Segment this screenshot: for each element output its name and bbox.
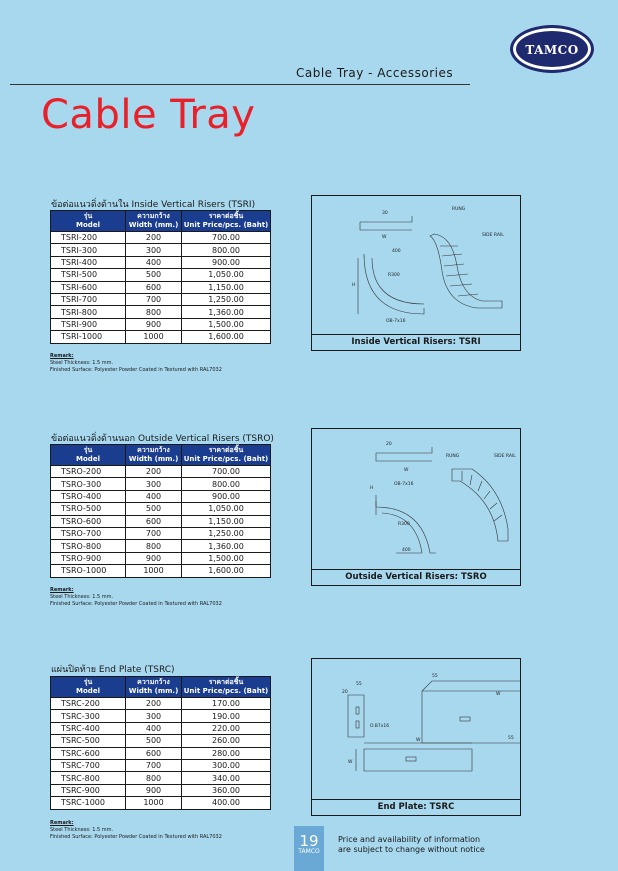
section-title-tsro: ข้อต่อแนวดิ่งด้านนอก Outside Vertical Risers (TSRO) bbox=[51, 434, 274, 444]
svg-text:20: 20 bbox=[342, 690, 348, 695]
tsro-diagram bbox=[312, 429, 520, 569]
table-row: TSRC-400 400 220.00 bbox=[51, 722, 271, 734]
table-row: TSRI-1000 1000 1,600.00 bbox=[51, 331, 271, 343]
svg-text:55: 55 bbox=[432, 674, 438, 679]
col-width-header: ความกว้าง Width (mm.) bbox=[126, 445, 182, 466]
table-row: TSRO-1000 1000 1,600.00 bbox=[51, 565, 271, 577]
svg-text:W: W bbox=[416, 738, 421, 743]
svg-text:SIDE RAIL: SIDE RAIL bbox=[494, 454, 516, 459]
footer-note: Price and availability of information are subject to change without notice bbox=[338, 835, 485, 854]
table-row: TSRI-300 300 800.00 bbox=[51, 244, 271, 256]
svg-text:400: 400 bbox=[392, 249, 401, 254]
col-price-header: ราคาต่อชิ้น Unit Price/pcs. (Baht) bbox=[182, 677, 271, 698]
page-number-badge bbox=[294, 826, 324, 871]
footer-brand: TAMCO bbox=[298, 848, 320, 855]
table-row: TSRC-600 600 280.00 bbox=[51, 747, 271, 759]
svg-text:R300: R300 bbox=[398, 522, 410, 527]
section-title-tsrc: แผ่นปิดท้าย End Plate (TSRC) bbox=[51, 665, 175, 675]
price-table-tsrc bbox=[50, 676, 271, 810]
col-model-header: รุ่น Model bbox=[51, 211, 126, 232]
svg-text:W: W bbox=[496, 692, 501, 697]
col-price-header: ราคาต่อชิ้น Unit Price/pcs. (Baht) bbox=[182, 445, 271, 466]
svg-text:RUNG: RUNG bbox=[446, 454, 460, 459]
svg-text:400: 400 bbox=[402, 548, 411, 553]
table-row: TSRI-400 400 900.00 bbox=[51, 256, 271, 268]
table-row: TSRC-500 500 260.00 bbox=[51, 735, 271, 747]
tamco-logo bbox=[510, 25, 594, 73]
table-row: TSRC-200 200 170.00 bbox=[51, 698, 271, 710]
price-table-tsri bbox=[50, 210, 271, 344]
svg-text:W: W bbox=[382, 235, 387, 240]
svg-text:OB-7x16: OB-7x16 bbox=[386, 319, 406, 324]
svg-text:H: H bbox=[352, 283, 356, 288]
table-row: TSRC-800 800 340.00 bbox=[51, 772, 271, 784]
table-row: TSRC-700 700 300.00 bbox=[51, 759, 271, 771]
header-divider bbox=[10, 84, 470, 85]
svg-text:RUNG: RUNG bbox=[452, 207, 466, 212]
col-width-header: ความกว้าง Width (mm.) bbox=[126, 211, 182, 232]
table-row: TSRI-700 700 1,250.00 bbox=[51, 293, 271, 305]
col-model-header: รุ่น Model bbox=[51, 445, 126, 466]
table-row: TSRI-900 900 1,500.00 bbox=[51, 318, 271, 330]
svg-text:H: H bbox=[370, 486, 374, 491]
col-width-header: ความกว้าง Width (mm.) bbox=[126, 677, 182, 698]
page-number: 19 bbox=[299, 832, 319, 850]
page-title: Cable Tray bbox=[41, 92, 256, 138]
svg-text:W: W bbox=[404, 468, 409, 473]
drawing-tsrc bbox=[311, 658, 521, 816]
svg-text:R300: R300 bbox=[388, 273, 400, 278]
tsrc-diagram bbox=[312, 659, 520, 799]
drawing-caption-tsri: Inside Vertical Risers: TSRI bbox=[312, 334, 520, 350]
table-row: TSRI-500 500 1,050.00 bbox=[51, 269, 271, 281]
table-row: TSRC-1000 1000 400.00 bbox=[51, 797, 271, 809]
svg-text:W: W bbox=[348, 760, 353, 765]
drawing-caption-tsro: Outside Vertical Risers: TSRO bbox=[312, 569, 520, 585]
drawing-caption-tsrc: End Plate: TSRC bbox=[312, 799, 520, 815]
table-row: TSRO-800 800 1,360.00 bbox=[51, 540, 271, 552]
table-row: TSRO-700 700 1,250.00 bbox=[51, 527, 271, 539]
svg-text:SIDE RAIL: SIDE RAIL bbox=[482, 233, 504, 238]
logo-text: TAMCO bbox=[525, 43, 579, 57]
price-table-tsro bbox=[50, 444, 271, 578]
svg-text:30: 30 bbox=[382, 211, 388, 216]
drawing-tsro bbox=[311, 428, 521, 586]
table-row: TSRO-600 600 1,150.00 bbox=[51, 515, 271, 527]
table-row: TSRI-600 600 1,150.00 bbox=[51, 281, 271, 293]
svg-text:OB-7x16: OB-7x16 bbox=[394, 482, 414, 487]
table-row: TSRC-300 300 190.00 bbox=[51, 710, 271, 722]
table-row: TSRC-900 900 360.00 bbox=[51, 784, 271, 796]
section-header: Cable Tray - Accessories bbox=[296, 66, 454, 80]
col-model-header: รุ่น Model bbox=[51, 677, 126, 698]
table-row: TSRO-300 300 800.00 bbox=[51, 478, 271, 490]
table-row: TSRO-500 500 1,050.00 bbox=[51, 503, 271, 515]
svg-text:O.B7x16: O.B7x16 bbox=[370, 724, 390, 729]
table-row: TSRO-900 900 1,500.00 bbox=[51, 552, 271, 564]
table-row: TSRO-200 200 700.00 bbox=[51, 466, 271, 478]
table-row: TSRI-800 800 1,360.00 bbox=[51, 306, 271, 318]
svg-text:55: 55 bbox=[356, 682, 362, 687]
svg-text:20: 20 bbox=[386, 442, 392, 447]
col-price-header: ราคาต่อชิ้น Unit Price/pcs. (Baht) bbox=[182, 211, 271, 232]
remark-tsri: Remark: Steel Thickness: 1.5 mm. Finished Surface: Polyester Powder Coated in Textured with RAL7032 bbox=[50, 353, 222, 373]
svg-text:55: 55 bbox=[508, 736, 514, 741]
table-row: TSRO-400 400 900.00 bbox=[51, 490, 271, 502]
table-row: TSRI-200 200 700.00 bbox=[51, 232, 271, 244]
remark-tsro: Remark: Steel Thickness: 1.5 mm. Finished Surface: Polyester Powder Coated in Textured with RAL7032 bbox=[50, 587, 222, 607]
section-title-tsri: ข้อต่อแนวดิ่งด้านใน Inside Vertical Risers (TSRI) bbox=[51, 200, 256, 210]
drawing-tsri bbox=[311, 195, 521, 351]
tsri-diagram bbox=[312, 196, 520, 334]
remark-tsrc: Remark: Steel Thickness: 1.5 mm. Finished Surface: Polyester Powder Coated in Textured with RAL7032 bbox=[50, 820, 222, 840]
